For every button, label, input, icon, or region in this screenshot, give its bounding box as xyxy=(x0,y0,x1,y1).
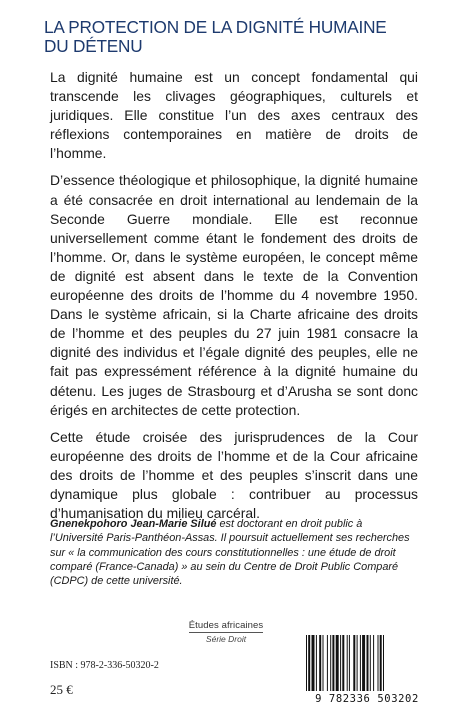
barcode-bar xyxy=(383,635,384,691)
barcode-bar xyxy=(362,635,365,691)
blurb-paragraph-1: La dignité humaine est un concept fondamental qui transcende les clivages géographiques, culturels et juridiques. Elle constitue l’un des axes centraux des réflexions contemporaines en matière de droits de l’homme. xyxy=(50,69,418,162)
barcode-bar xyxy=(323,635,324,691)
barcode-bar xyxy=(330,635,331,691)
barcode-bar xyxy=(336,635,339,691)
barcode-bar xyxy=(373,635,374,691)
author-name: Gnenekpohoro Jean-Marie Silué xyxy=(50,518,217,530)
barcode xyxy=(296,633,438,705)
barcode-bar xyxy=(319,635,321,691)
barcode-bar xyxy=(340,635,341,691)
barcode-bar xyxy=(312,635,315,691)
barcode-bar xyxy=(308,635,310,691)
barcode-bar xyxy=(367,635,369,691)
barcode-bar xyxy=(360,635,361,691)
barcode-bars-icon xyxy=(296,633,438,693)
blurb-paragraph-2: D’essence théologique et philosophique, la dignité humaine a été consacrée en droit international au lendemain de la Seconde Guerre mondiale. Elle est reconnue universellement comme étant le fondement des droits de l’homme. Or, dans le système européen, le concept même de dignité est absent dans le texte de la Convention européenne des droits de l’homme du 4 novembre 1950. Dans le système africain, si la Charte africaine des droits de l’homme et des peuples du 27 juin 1981 consacre la dignité des individus et l’égale dignité des peuples, elle ne fait pas expressément référence à la dignité humaine du détenu. Les juges de Strasbourg et d’Arusha se sont donc érigés en architectes de cette protection. xyxy=(50,172,418,418)
isbn-label: ISBN : 978-2-336-50320-2 xyxy=(50,660,159,671)
price-label: 25 € xyxy=(50,682,73,697)
barcode-bar xyxy=(332,635,334,691)
barcode-bar xyxy=(357,635,358,691)
blurb-paragraph-3: Cette étude croisée des jurisprudences de la Cour européenne des droits de l’homme et de la Cour africaine des droits de l’homme et des peuples s’inscrit dans une dynamique plus globale : contribuer au processus d’humanisation du milieu carcéral. xyxy=(50,428,418,522)
series-subseries: Série Droit xyxy=(205,634,247,644)
barcode-digits: 9 782336 503202 xyxy=(315,693,419,705)
barcode-bar xyxy=(347,635,348,691)
author-bio-text: est doctorant en droit public à l’Université Paris-Panthéon-Assas. Il poursuit actuellement ses recherches sur « la communication des cours constitutionnelles : une étude de droit comparé (France-Canada) » au sein du Centre de Droit Public Comparé (CDPC) de cette université. xyxy=(50,518,410,588)
barcode-bar xyxy=(349,635,350,691)
barcode-bar xyxy=(306,635,307,691)
barcode-bar xyxy=(342,635,344,691)
barcode-bar xyxy=(370,635,371,691)
series-name: Études africaines xyxy=(188,620,264,631)
series-divider xyxy=(189,632,263,633)
barcode-bar xyxy=(327,635,328,691)
series-logo xyxy=(181,620,271,644)
barcode-bar xyxy=(353,635,355,691)
book-title xyxy=(44,18,424,56)
barcode-bar xyxy=(380,635,382,691)
book-title-line-1: LA PROTECTION DE LA DIGNITÉ HUMAINE xyxy=(44,17,387,37)
barcode-bar xyxy=(378,635,379,691)
barcode-bar xyxy=(316,635,317,691)
back-cover-blurb xyxy=(50,68,418,531)
book-title-line-2: DU DÉTENU xyxy=(44,36,143,56)
author-bio xyxy=(50,517,410,588)
